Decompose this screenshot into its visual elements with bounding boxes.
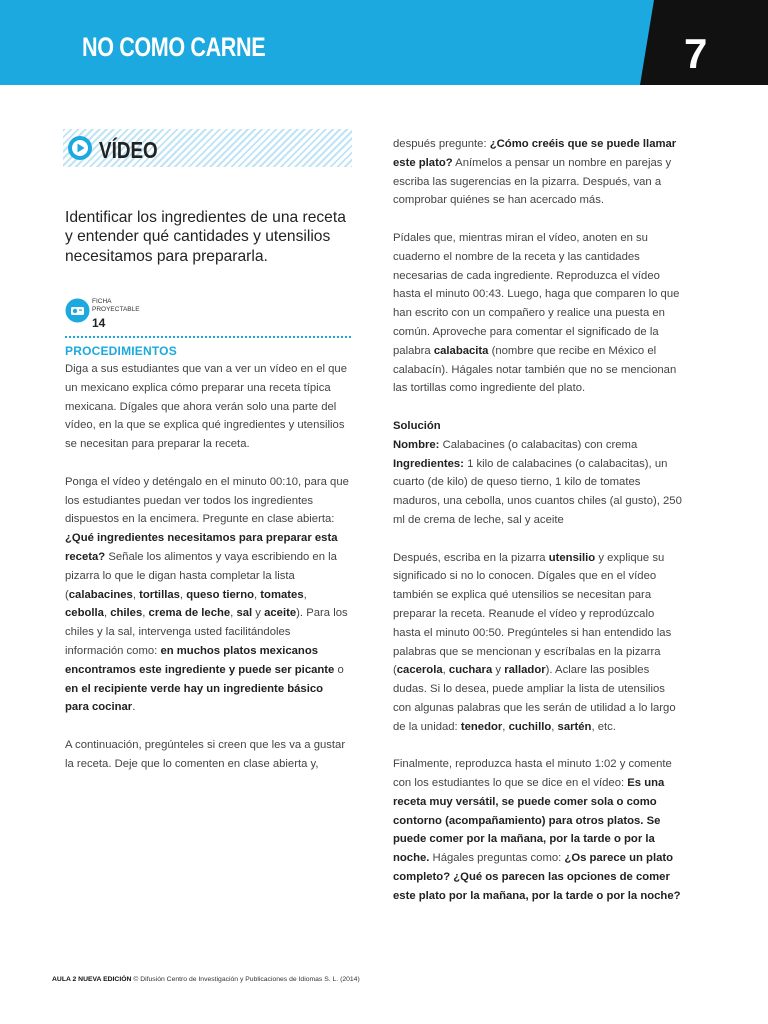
header-bar (0, 0, 768, 85)
text: Pídales que, mientras miran el vídeo, anoten en su cuaderno el nombre de la receta y las cantidades necesarias de cada ingrediente. Reproduzca el vídeo hasta el minuto 00:43. Luego, haga que comparen lo que han escrito con un compañero y realice una puesta en común. Aproveche para comentar el significado de la palabra (393, 231, 680, 357)
paragraph (393, 755, 683, 905)
video-section-banner (63, 129, 352, 167)
paragraph: Ponga el vídeo y deténgalo en el minuto 00:10, para que los estudiantes puedan ver todos los ingredientes dispuestos en la encimera. Pregunte en clase abierta: ¿Qué ingredientes necesitamos para preparar esta receta? Señale los alimentos y vaya escribiendo en la pizarra lo que le digan hasta completar la lista (calabacines, tortillas, queso tierno, tomates, cebolla, chiles, crema de leche, sal y aceite). Para los chiles y la sal, intervenga usted facilitándoles información como: en muchos platos mexicanos encontramos este ingrediente y puede ser picante o en el recipiente verde hay un ingrediente básico para cocinar. (65, 475, 349, 714)
paragraph: Después, escriba en la pizarra utensilio y explique su significado si no lo conocen. Dígales que en el vídeo también se explica qué utensilios se necesitan para preparar la receta. Reanude el vídeo y reprodúzcalo hasta el minuto 00:50. Pregúnteles si han entendido las palabras que se mencionan y escríbalas en la pizarra (cacerola, cuchara y rallador). Aclare las posibles dudas. Si lo desea, puede ampliar la lista de utensilios con algunas palabras que les serán de utilidad a lo largo de la unidad: tenedor, cuchillo, sartén, etc. (393, 551, 676, 733)
left-column-text (65, 360, 350, 774)
question: ¿Cómo creéis que se puede llamar este plato? (393, 138, 677, 169)
text: y explique su significado si no lo conocen. Dígales que en el vídeo también se explica qué utensilios se necesitan para preparar la receta. Reanude el vídeo y reprodúzcalo hasta el minuto 00:50. Pregúnteles si han entendido las palabras que se mencionan y escríbalas en la pizarra ( (393, 551, 672, 677)
play-icon (67, 135, 93, 161)
label: Nombre: (393, 438, 440, 451)
text: ). Para los chiles y la sal, intervenga usted facilitándoles información como: (65, 607, 348, 657)
projector-icon (65, 298, 90, 323)
solution-name (393, 436, 683, 455)
ingredient: chiles (110, 607, 143, 620)
keyword: calabacita (433, 344, 489, 357)
paragraph: A continuación, pregúnteles si creen que les va a gustar la receta. Deje que lo comenten en clase abierta y, (65, 738, 346, 770)
edition-label: AULA 2 NUEVA EDICIÓN (52, 976, 132, 983)
video-quote: Es una receta muy versátil, se puede comer sola o como contorno (acompañamiento) para otros platos. Se puede comer por la mañana, por la tarde o por la noche. (393, 777, 665, 865)
example-phrase: en el recipiente verde hay un ingrediente básico para cocinar (65, 682, 324, 714)
page-number: 7 (684, 30, 708, 77)
question: ¿Os parece un plato completo? ¿Qué os parecen las opciones de comer este plato por la mañana, por la tarde o por la noche? (393, 852, 681, 902)
footer (52, 976, 360, 983)
lesson-objective: Identificar los ingredientes de una receta y entender qué cantidades y utensilios necesitamos para prepararla. (65, 209, 346, 265)
section-label: VÍDEO (99, 137, 158, 163)
question: ¿Qué ingredientes necesitamos para preparar esta receta? (65, 532, 338, 563)
copyright: © Difusión Centro de Investigación y Publicaciones de Idiomas S. L. (2014) (131, 976, 360, 983)
text: Calabacines (o calabacitas) con crema (439, 438, 638, 451)
text: (nombre que recibe en México el calabacín). Hágales notar también que no se mencionan las tortillas como ingrediente del plato. (393, 344, 677, 395)
text: después pregunte: (393, 138, 490, 150)
utensil: sartén (557, 720, 592, 733)
example-phrase: en muchos platos mexicanos encontramos este ingrediente y puede ser picante (65, 644, 335, 676)
text: ). Aclare las posibles dudas. Si lo desea, puede ampliar la lista de utensilios con algunas palabras que les serán de utilidad a lo largo de la unidad: (393, 664, 676, 733)
utensil: cuchara (448, 664, 493, 677)
unit-title: NO COMO CARNE (82, 32, 266, 62)
ingredient: queso tierno (186, 588, 254, 601)
ingredient: tomates (260, 588, 304, 601)
procedures-heading: PROCEDIMIENTOS (65, 344, 177, 358)
text: Anímelos a pensar un nombre en parejas y escriba las sugerencias en la pizarra. Después, van a comprobar quiénes se han acercado más. (393, 156, 672, 207)
text: Finalmente, reproduzca hasta el minuto 1:02 y comente con los estudiantes lo que se dice en el vídeo: (393, 758, 672, 790)
text: Después, escriba en la pizarra (393, 551, 549, 564)
ingredient: cebolla (65, 607, 104, 620)
ingredient: crema de leche (148, 607, 231, 620)
ingredient: aceite (264, 607, 297, 620)
text: Ponga el vídeo y deténgalo en el minuto 00:10, para que los estudiantes puedan ver todos los ingredientes dispuestos en la encimera. Pregunte en clase abierta: (65, 475, 349, 526)
text: , etc. (591, 720, 616, 733)
label: Ingredientes: (393, 457, 464, 470)
text: o (334, 663, 344, 676)
utensil: rallador (504, 664, 546, 677)
ficha-label: FICHA PROYECTABLE (92, 298, 140, 313)
utensil: cuchillo (508, 720, 552, 733)
text: 1 kilo de calabacines (o calabacitas), un cuarto (de kilo) de queso tierno, 1 kilo de tomates maduros, una cebolla, unos cuantos chiles (al gusto), 250 ml de crema de leche, sal y aceite (393, 457, 682, 526)
ficha-reference (65, 298, 140, 330)
text: Señale los alimentos y vaya escribiendo en la pizarra lo que le digan hasta completar la lista ( (65, 550, 337, 601)
ficha-number: 14 (92, 316, 106, 330)
utensil: cacerola (396, 664, 443, 677)
ingredient: calabacines (68, 588, 133, 601)
keyword: utensilio (548, 551, 596, 564)
utensil: tenedor (460, 720, 503, 733)
dotted-divider (65, 336, 351, 338)
solution-heading: Solución (393, 419, 441, 432)
paragraph (393, 135, 683, 210)
solution-ingredients (393, 455, 683, 530)
right-column-text (393, 135, 683, 906)
paragraph: Diga a sus estudiantes que van a ver un vídeo en el que un mexicano explica cómo preparar una receta típica mexicana. Dígales que ahora verán solo una parte del vídeo, en la que se explica qué ingredientes y utensilios se necesitan para preparar la receta. (65, 363, 347, 451)
text: Hágales preguntas como: (429, 852, 565, 865)
ingredient: sal (236, 607, 253, 620)
paragraph (393, 229, 683, 398)
ingredient: tortillas (139, 588, 180, 601)
